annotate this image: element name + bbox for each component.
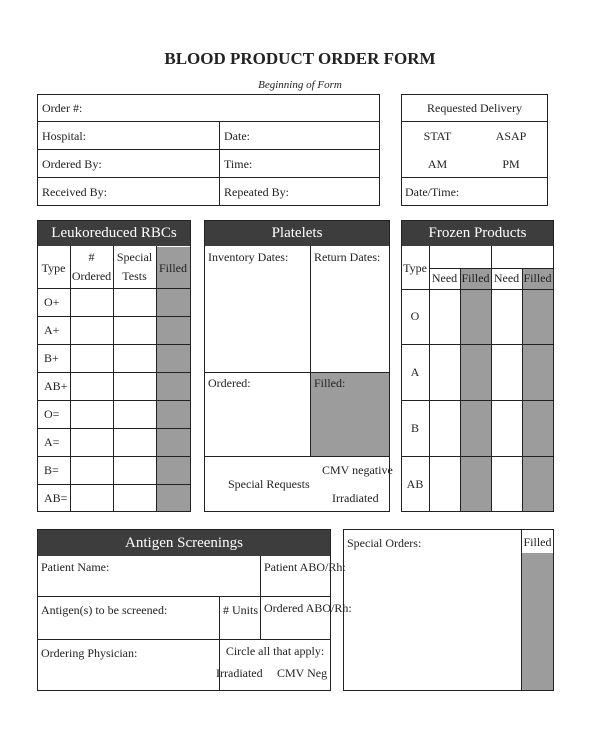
frozen-type-label: A <box>410 365 420 379</box>
rbcs-col-ordered-symbol: # <box>88 250 95 264</box>
antigen-cmv-neg-option[interactable]: CMV Neg <box>277 666 328 680</box>
delivery-stat-option[interactable]: STAT <box>423 129 452 143</box>
platelets-ordered-field[interactable]: Ordered: <box>208 376 251 390</box>
rbcs-col-special: Special <box>116 250 153 264</box>
delivery-am-option[interactable]: AM <box>427 157 448 171</box>
form-title: BLOOD PRODUCT ORDER FORM <box>164 49 436 68</box>
rbcs-type-label: O+ <box>44 295 60 309</box>
rbcs-type-label: A+ <box>44 323 60 337</box>
hospital-field[interactable]: Hospital: <box>42 129 86 143</box>
frozen-filled-shade-1 <box>460 268 491 511</box>
rbcs-col-tests: Tests <box>122 269 147 283</box>
frozen-col-type: Type <box>403 261 427 275</box>
delivery-pm-option[interactable]: PM <box>502 157 520 171</box>
platelets-filled-field: Filled: <box>314 376 346 390</box>
requested-delivery-title: Requested Delivery <box>427 101 522 115</box>
form-subtitle: Beginning of Form <box>258 79 342 91</box>
cmv-negative-option[interactable]: CMV negative <box>322 463 393 477</box>
date-field[interactable]: Date: <box>224 129 250 143</box>
ordered-by-field[interactable]: Ordered By: <box>42 157 102 171</box>
frozen-type-label: AB <box>406 477 424 491</box>
frozen-type-label: O <box>410 309 420 323</box>
special-orders-field[interactable]: Special Orders: <box>347 536 422 550</box>
rbcs-col-filled: Filled <box>158 261 187 275</box>
patient-name-field[interactable]: Patient Name: <box>41 560 110 574</box>
ordering-physician-field[interactable]: Ordering Physician: <box>41 646 138 660</box>
frozen-col-need: Need <box>431 271 458 285</box>
frozen-col-filled: Filled <box>461 271 490 285</box>
inventory-dates-field[interactable]: Inventory Dates: <box>208 250 289 264</box>
circle-all-label: Circle all that apply: <box>225 644 325 658</box>
special-requests-label: Special Requests <box>228 477 310 491</box>
rbcs-col-type: Type <box>41 261 66 275</box>
frozen-products-header: Frozen Products <box>402 221 553 246</box>
special-orders-filled-shade <box>521 553 553 690</box>
rbcs-type-label: B= <box>44 463 59 477</box>
special-orders-filled-label: Filled <box>523 535 552 549</box>
platelets-header: Platelets <box>205 221 389 246</box>
units-field[interactable]: # Units <box>223 603 259 617</box>
delivery-asap-option[interactable]: ASAP <box>495 129 527 143</box>
ordered-abo-field[interactable]: Ordered ABO/Rh: <box>264 601 352 615</box>
repeated-by-field[interactable]: Repeated By: <box>224 185 289 199</box>
rbcs-type-label: A= <box>44 435 60 449</box>
delivery-datetime-field[interactable]: Date/Time: <box>405 185 460 199</box>
irradiated-option[interactable]: Irradiated <box>332 491 379 505</box>
patient-abo-field[interactable]: Patient ABO/Rh: <box>264 560 346 574</box>
rbcs-type-label: O= <box>44 407 60 421</box>
frozen-type-label: B <box>410 421 419 435</box>
antigen-irradiated-option[interactable]: Irradiated <box>216 666 263 680</box>
rbcs-header: Leukoreduced RBCs <box>38 221 190 246</box>
frozen-col-filled: Filled <box>523 271 552 285</box>
return-dates-field[interactable]: Return Dates: <box>314 250 381 264</box>
frozen-col-need: Need <box>493 271 520 285</box>
received-by-field[interactable]: Received By: <box>42 185 107 199</box>
frozen-filled-shade-2 <box>522 268 553 511</box>
time-field[interactable]: Time: <box>224 157 253 171</box>
rbcs-col-ordered: Ordered <box>71 269 112 283</box>
antigen-screenings-header: Antigen Screenings <box>38 530 330 556</box>
order-number-field[interactable]: Order #: <box>42 101 83 115</box>
antigens-screened-field[interactable]: Antigen(s) to be screened: <box>41 603 168 617</box>
rbcs-type-label: AB+ <box>44 379 68 393</box>
rbcs-type-label: B+ <box>44 351 59 365</box>
rbcs-type-label: AB= <box>44 491 68 505</box>
